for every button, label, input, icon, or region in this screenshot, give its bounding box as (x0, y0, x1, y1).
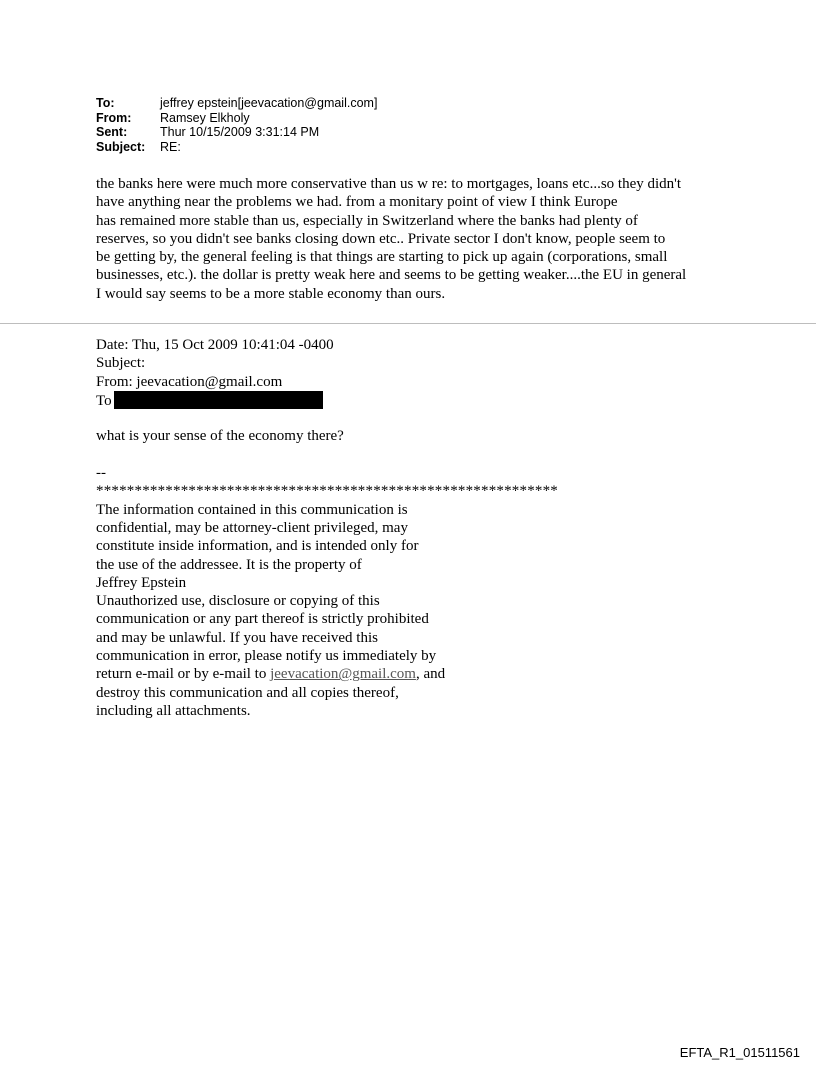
redaction-bar (114, 391, 323, 409)
quoted-date: Date: Thu, 15 Oct 2009 10:41:04 -0400 (96, 337, 334, 353)
from-label: From: (96, 110, 132, 125)
document-id: EFTA_R1_01511561 (679, 1045, 800, 1060)
disclaimer-line: constitute inside information, and is intended only for (96, 538, 419, 555)
reply-line: businesses, etc.). the dollar is pretty weak here and seems to be getting weaker....the EU in general (96, 267, 687, 284)
to-value: jeffrey epstein[jeevacation@gmail.com] (160, 96, 378, 110)
return-prefix: return e-mail or by e-mail to (96, 666, 271, 683)
disclaimer-line: confidential, may be attorney-client privileged, may (96, 519, 408, 536)
sent-label: Sent: (96, 125, 128, 139)
to-label: To: (96, 96, 115, 110)
email-header (96, 96, 377, 154)
disclaimer-return-line (96, 665, 558, 683)
sent-row (96, 125, 377, 140)
reply-line: has remained more stable than us, especially in Switzerland where the banks had plenty of (96, 212, 638, 229)
disclaimer-line: destroy this communication and all copies thereof, (96, 684, 399, 701)
quoted-subject: Subject: (96, 355, 146, 372)
from-row (96, 111, 377, 126)
reply-body (96, 175, 736, 303)
disclaimer-line: and may be unlawful. If you have received this (96, 629, 378, 646)
subject-value: RE: (160, 139, 181, 154)
signature-dash: -- (96, 465, 106, 482)
disclaimer-line: the use of the addressee. It is the property of (96, 556, 362, 573)
reply-line: have anything near the problems we had. from a monitary point of view I think Europe (96, 194, 618, 211)
quoted-to-row (96, 391, 558, 409)
message-divider (0, 323, 816, 324)
disclaimer-line: The information contained in this communication is (96, 501, 408, 518)
quoted-from: From: jeevacation@gmail.com (96, 373, 283, 390)
signature-stars: ************************************************************ (96, 483, 558, 500)
disclaimer-line: Jeffrey Epstein (96, 574, 187, 591)
email-link[interactable]: jeevacation@gmail.com (270, 666, 416, 683)
sent-value: Thur 10/15/2009 3:31:14 PM (160, 125, 320, 139)
reply-line: I would say seems to be a more stable economy than ours. (96, 285, 446, 302)
spacer (96, 446, 558, 464)
return-suffix: , and (415, 666, 446, 683)
to-row (96, 96, 377, 111)
spacer (96, 409, 558, 427)
subject-row (96, 140, 377, 155)
quoted-message (96, 336, 558, 720)
reply-line: reserves, so you didn't see banks closing down etc.. Private sector I don't know, people seem to (96, 230, 666, 247)
disclaimer-line: including all attachments. (96, 702, 251, 719)
quoted-to: To (96, 392, 112, 409)
reply-line: be getting by, the general feeling is that things are starting to pick up again (corporations, small (96, 249, 668, 266)
disclaimer-line: Unauthorized use, disclosure or copying of this (96, 593, 380, 610)
disclaimer-line: communication in error, please notify us immediately by (96, 648, 437, 665)
from-value: Ramsey Elkholy (160, 110, 250, 125)
disclaimer-line: communication or any part thereof is strictly prohibited (96, 611, 429, 628)
reply-line: the banks here were much more conservative than us w re: to mortgages, loans etc...so they didn't (96, 176, 682, 192)
subject-label: Subject: (96, 139, 146, 154)
quoted-question: what is your sense of the economy there? (96, 428, 344, 445)
